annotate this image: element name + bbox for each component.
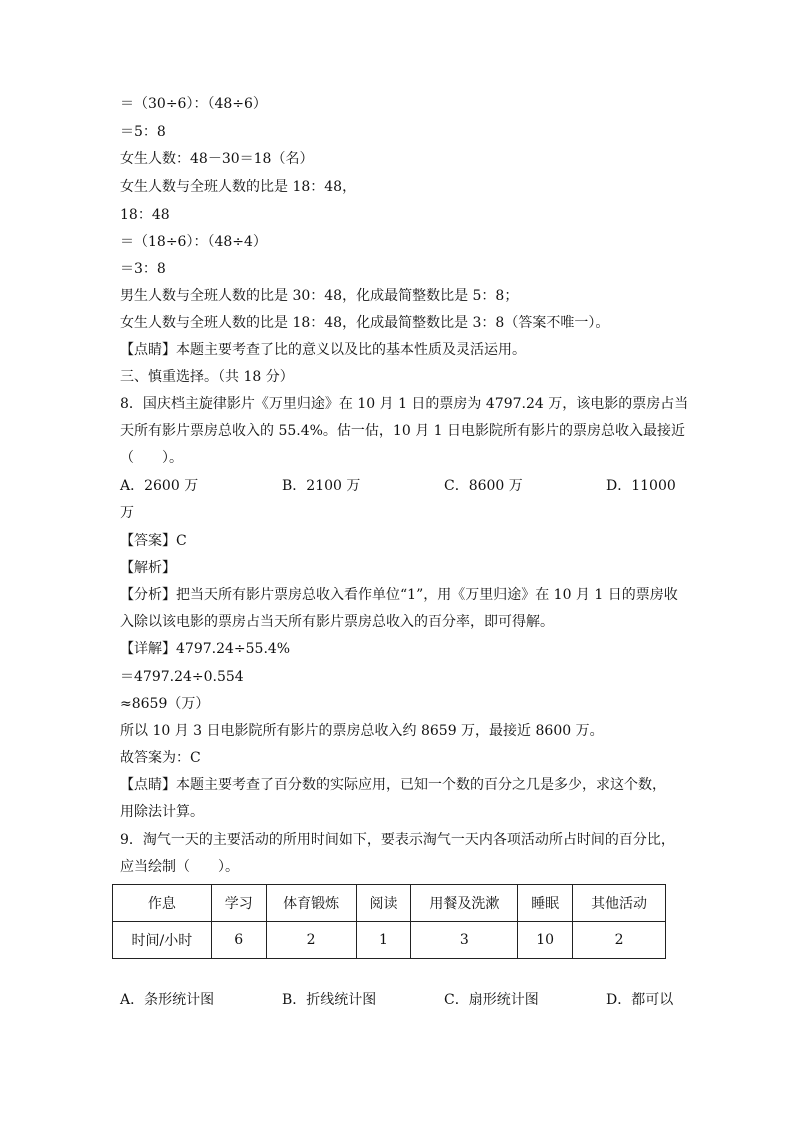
table-cell: 2	[266, 922, 356, 959]
table-row	[113, 922, 666, 959]
calc-line: ＝5：8	[120, 124, 166, 140]
calc-line: ＝3：8	[120, 261, 166, 277]
q8-option-b: B．2100 万	[282, 478, 361, 494]
q8-option-d: D．11000	[606, 478, 676, 494]
analysis-text: 入除以该电影的票房占当天所有影片票房总收入的百分率，即可得解。	[120, 614, 554, 630]
detail-line: ≈8659（万）	[120, 696, 210, 712]
analysis-heading: 【解析】	[120, 560, 176, 576]
activity-time-table	[112, 884, 666, 959]
answer-summary: 故答案为：C	[120, 750, 201, 766]
conclusion-line: 男生人数与全班人数的比是 30：48，化成最简整数比是 5：8；	[120, 288, 519, 304]
analysis-text: 【分析】把当天所有影片票房总收入看作单位“1”，用《万里归途》在 10 月 1 日的票房收	[120, 587, 678, 603]
detail-line: 【详解】4797.24÷55.4%	[120, 641, 291, 657]
calc-line: 18：48	[120, 207, 170, 223]
detail-line: ＝4797.24÷0.554	[120, 669, 244, 685]
table-cell: 1	[356, 922, 411, 959]
calc-line: ＝（18÷6）：（48÷4）	[120, 234, 267, 250]
q8-option-c: C．8600 万	[444, 478, 523, 494]
table-cell: 作息	[113, 885, 212, 922]
table-header-row	[113, 885, 666, 922]
q8-option-a: A．2600 万	[120, 478, 199, 494]
table-cell: 3	[411, 922, 518, 959]
calc-line: 女生人数：48－30＝18（名）	[120, 151, 314, 167]
q9-option-c: C．扇形统计图	[444, 992, 539, 1008]
q8-option-d-wrap: 万	[120, 505, 134, 521]
table-cell: 其他活动	[573, 885, 666, 922]
calc-line: ＝（30÷6）：（48÷6）	[120, 96, 267, 112]
key-point: 【点睛】本题主要考查了百分数的实际应用，已知一个数的百分之几是多少，求这个数，	[120, 777, 666, 793]
section-heading: 三、慎重选择。（共 18 分）	[120, 369, 294, 385]
question-8-text: （ ）。	[120, 450, 183, 466]
detail-conclusion: 所以 10 月 3 日电影院所有影片的票房总收入约 8659 万，最接近 8600 万。	[120, 723, 604, 739]
table-cell: 时间/小时	[113, 922, 212, 959]
answer-line: 【答案】C	[120, 533, 187, 549]
question-8-text: 天所有影片票房总收入的 55.4%。估一估，10 月 1 日电影院所有影片的票房总收入最接近	[120, 423, 685, 439]
table-cell: 6	[211, 922, 266, 959]
question-9-text: 9．淘气一天的主要活动的所用时间如下，要表示淘气一天内各项活动所占时间的百分比，	[120, 832, 675, 848]
table-cell: 阅读	[356, 885, 411, 922]
key-point: 用除法计算。	[120, 804, 204, 820]
conclusion-line: 女生人数与全班人数的比是 18：48，化成最简整数比是 3：8（答案不唯一）。	[120, 315, 610, 331]
question-8-text: 8．国庆档主旋律影片《万里归途》在 10 月 1 日的票房为 4797.24 万，该电影的票房占当	[120, 396, 689, 412]
table-cell: 用餐及洗漱	[411, 885, 518, 922]
q9-option-d: D．都可以	[606, 992, 674, 1008]
table-cell: 学习	[211, 885, 266, 922]
table-cell: 2	[573, 922, 666, 959]
q9-option-b: B．折线统计图	[282, 992, 377, 1008]
calc-line: 女生人数与全班人数的比是 18：48，	[120, 179, 357, 195]
table-cell: 睡眠	[518, 885, 573, 922]
question-9-text: 应当绘制（ ）。	[120, 859, 239, 875]
key-point: 【点睛】本题主要考查了比的意义以及比的基本性质及灵活运用。	[120, 342, 526, 358]
table-cell: 体育锻炼	[266, 885, 356, 922]
q9-option-a: A．条形统计图	[120, 992, 215, 1008]
table-cell: 10	[518, 922, 573, 959]
